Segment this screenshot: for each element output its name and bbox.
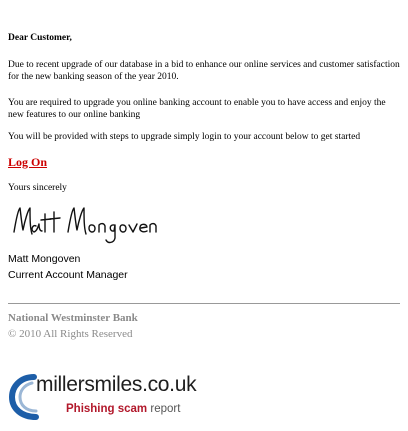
phishing-scam-label: Phishing scam (66, 403, 148, 415)
signer-name: Matt Mongoven (8, 253, 81, 265)
signer-title: Current Account Manager (8, 269, 128, 281)
copyright-notice: © 2010 All Rights Reserved (8, 328, 133, 340)
closing-text: Yours sincerely (8, 183, 67, 193)
footer-divider (8, 303, 400, 304)
watermark-report-label (66, 402, 180, 416)
report-label: report (150, 403, 181, 415)
body-paragraph-3: You will be provided with steps to upgrade simply login to your account below to get started (8, 132, 361, 142)
body-paragraph-2: You are required to upgrade you online banking account to enable you to have access and enjoy the new features to our online banking (8, 98, 386, 120)
log-on-link[interactable]: Log On (8, 155, 48, 169)
millersmiles-watermark (6, 371, 236, 423)
handwritten-signature (8, 200, 160, 246)
watermark-site-name: millersmiles.co.uk (36, 373, 197, 396)
bank-name: National Westminster Bank (8, 312, 138, 324)
greeting: Dear Customer, (8, 33, 72, 43)
body-paragraph-1: Due to recent upgrade of our database in a bid to enhance our online services and customer satisfaction for the new banking season of the year 2010. (8, 60, 400, 82)
